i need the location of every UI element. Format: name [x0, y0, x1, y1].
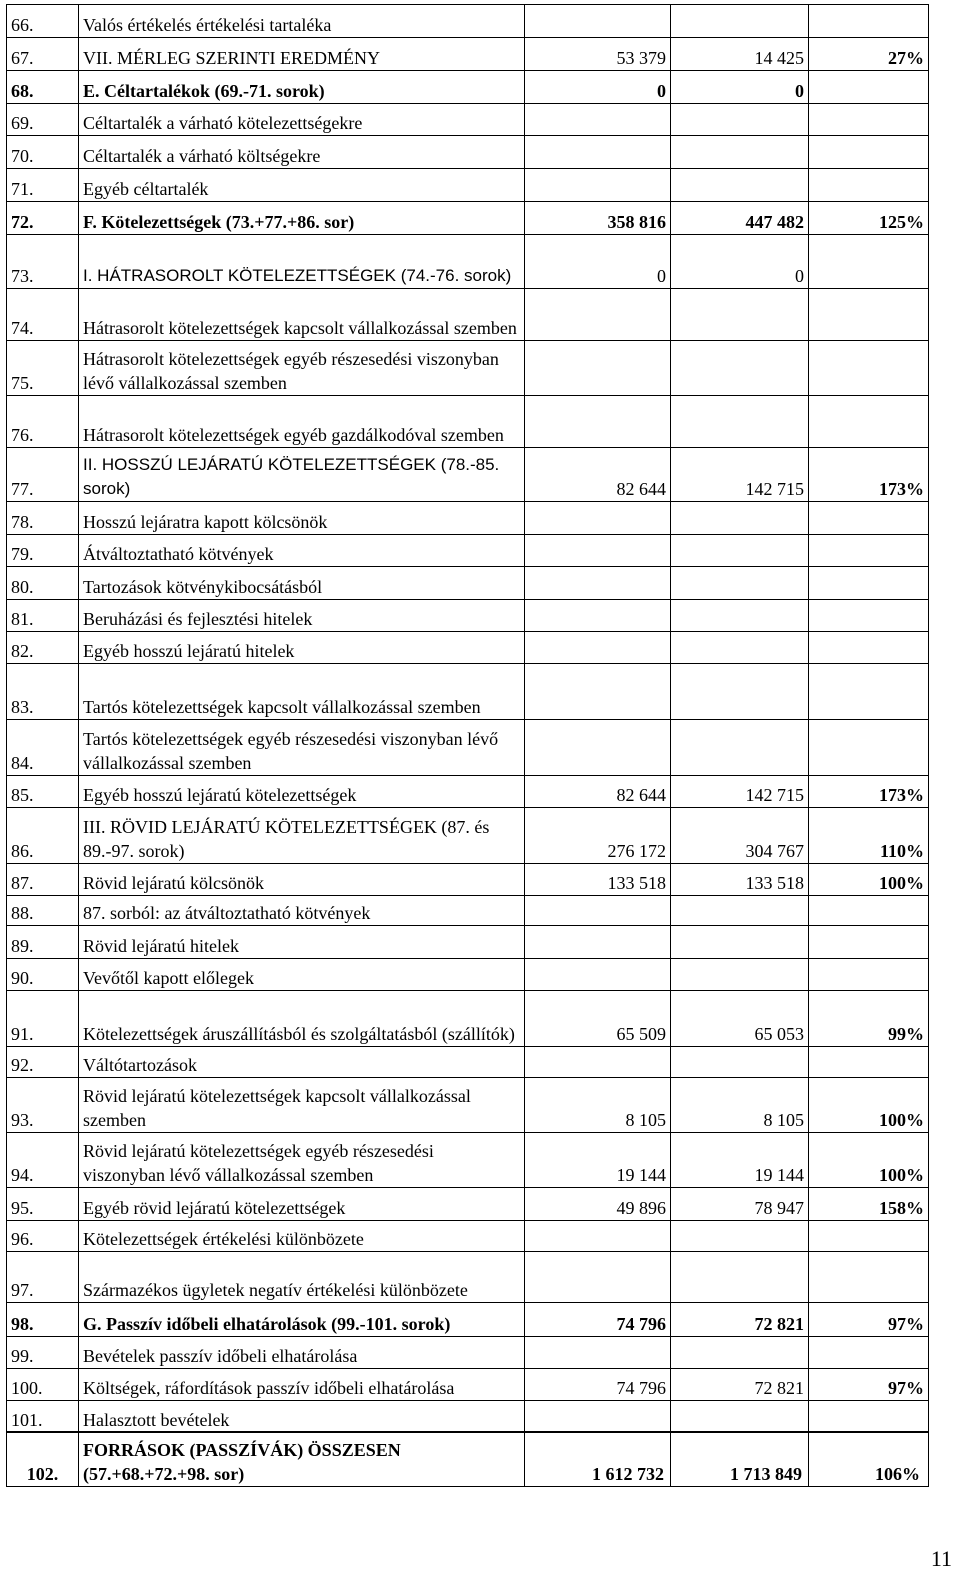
row-number: 81. [7, 600, 79, 632]
value-curr: 65 053 [671, 991, 809, 1047]
row-number: 80. [7, 567, 79, 600]
value-pct: 99% [809, 991, 929, 1047]
value-prev [525, 1047, 671, 1078]
page-number: 11 [930, 1546, 952, 1571]
value-pct [809, 169, 929, 202]
table-row [7, 1303, 929, 1337]
row-label: E. Céltartalékok (69.-71. sorok) [79, 71, 525, 104]
value-curr: 14 425 [671, 38, 809, 71]
value-curr [671, 502, 809, 535]
row-number: 82. [7, 632, 79, 664]
row-label: Egyéb hosszú lejáratú hitelek [79, 632, 525, 664]
value-prev [525, 5, 671, 38]
value-prev: 1 612 732 [525, 1432, 671, 1487]
value-curr: 0 [671, 71, 809, 104]
value-curr [671, 567, 809, 600]
value-prev: 82 644 [525, 776, 671, 808]
row-number: 66. [7, 5, 79, 38]
value-curr: 142 715 [671, 776, 809, 808]
row-number: 78. [7, 502, 79, 535]
row-number: 87. [7, 864, 79, 896]
row-label: Hátrasorolt kötelezettségek egyéb részesedési viszonyban lévő vállalkozással szemben [79, 341, 525, 396]
row-number: 83. [7, 664, 79, 720]
value-prev [525, 959, 671, 991]
value-curr [671, 1401, 809, 1433]
value-prev: 49 896 [525, 1188, 671, 1221]
value-curr [671, 1337, 809, 1369]
row-label: VII. MÉRLEG SZERINTI EREDMÉNY [79, 38, 525, 71]
row-label: Egyéb rövid lejáratú kötelezettségek [79, 1188, 525, 1221]
table-row [7, 1221, 929, 1252]
row-label: FORRÁSOK (PASSZÍVÁK) ÖSSZESEN (57.+68.+72.+98. sor) [79, 1432, 525, 1487]
value-prev [525, 567, 671, 600]
row-label: Rövid lejáratú hitelek [79, 926, 525, 959]
row-number: 93. [7, 1078, 79, 1133]
value-prev [525, 896, 671, 926]
row-number: 95. [7, 1188, 79, 1221]
table-row [7, 720, 929, 776]
value-curr: 1 713 849 [671, 1432, 809, 1487]
value-curr [671, 5, 809, 38]
value-curr [671, 136, 809, 169]
row-label: Bevételek passzív időbeli elhatárolása [79, 1337, 525, 1369]
value-curr [671, 396, 809, 448]
value-pct [809, 926, 929, 959]
row-label: Átváltoztatható kötvények [79, 535, 525, 567]
value-curr: 8 105 [671, 1078, 809, 1133]
row-label: 87. sorból: az átváltoztatható kötvények [79, 896, 525, 926]
row-number: 77. [7, 448, 79, 502]
value-pct [809, 664, 929, 720]
value-pct [809, 235, 929, 289]
table-row [7, 959, 929, 991]
row-label: II. HOSSZÚ LEJÁRATÚ KÖTELEZETTSÉGEK (78.-85. sorok) [79, 448, 525, 502]
value-pct [809, 1047, 929, 1078]
row-label: Céltartalék a várható költségekre [79, 136, 525, 169]
value-curr [671, 896, 809, 926]
value-curr [671, 959, 809, 991]
value-curr [671, 535, 809, 567]
value-pct [809, 1252, 929, 1303]
value-pct [809, 396, 929, 448]
table-row [7, 5, 929, 38]
total-table [6, 1431, 929, 1487]
value-prev [525, 502, 671, 535]
row-number: 102. [7, 1432, 79, 1487]
row-label: Hátrasorolt kötelezettségek egyéb gazdálkodóval szemben [79, 396, 525, 448]
table-row [7, 567, 929, 600]
value-pct [809, 136, 929, 169]
row-number: 98. [7, 1303, 79, 1337]
table-row [7, 1188, 929, 1221]
value-pct [809, 567, 929, 600]
value-prev [525, 1337, 671, 1369]
value-pct [809, 104, 929, 136]
table-row [7, 1078, 929, 1133]
table-row [7, 991, 929, 1047]
value-curr [671, 600, 809, 632]
value-prev [525, 1221, 671, 1252]
value-curr [671, 720, 809, 776]
row-label: Származékos ügyletek negatív értékelési különbözete [79, 1252, 525, 1303]
value-prev [525, 632, 671, 664]
value-prev: 53 379 [525, 38, 671, 71]
row-number: 73. [7, 235, 79, 289]
row-number: 88. [7, 896, 79, 926]
value-prev: 65 509 [525, 991, 671, 1047]
value-curr [671, 664, 809, 720]
value-pct: 173% [809, 448, 929, 502]
value-prev [525, 1401, 671, 1433]
value-prev: 74 796 [525, 1369, 671, 1401]
value-pct: 106% [809, 1432, 929, 1487]
value-curr: 19 144 [671, 1133, 809, 1188]
value-pct [809, 535, 929, 567]
row-label: Váltótartozások [79, 1047, 525, 1078]
table-row [7, 1047, 929, 1078]
row-label: Tartozások kötvénykibocsátásból [79, 567, 525, 600]
row-number: 76. [7, 396, 79, 448]
row-number: 92. [7, 1047, 79, 1078]
row-label: Kötelezettségek értékelési különbözete [79, 1221, 525, 1252]
row-number: 70. [7, 136, 79, 169]
table-row [7, 1369, 929, 1401]
row-label: Halasztott bevételek [79, 1401, 525, 1433]
table-row [7, 776, 929, 808]
row-label: Egyéb céltartalék [79, 169, 525, 202]
table-row [7, 448, 929, 502]
value-pct [809, 289, 929, 341]
row-number: 97. [7, 1252, 79, 1303]
value-curr [671, 1221, 809, 1252]
row-number: 99. [7, 1337, 79, 1369]
row-number: 91. [7, 991, 79, 1047]
row-label: Hátrasorolt kötelezettségek kapcsolt vállalkozással szemben [79, 289, 525, 341]
value-curr [671, 632, 809, 664]
total-row [7, 1432, 929, 1487]
value-prev: 8 105 [525, 1078, 671, 1133]
value-prev: 19 144 [525, 1133, 671, 1188]
table-row [7, 289, 929, 341]
row-number: 67. [7, 38, 79, 71]
value-pct: 100% [809, 864, 929, 896]
table-row [7, 235, 929, 289]
value-pct: 158% [809, 1188, 929, 1221]
value-curr [671, 104, 809, 136]
row-label: F. Kötelezettségek (73.+77.+86. sor) [79, 202, 525, 235]
row-number: 85. [7, 776, 79, 808]
value-pct [809, 600, 929, 632]
row-label: Céltartalék a várható kötelezettségekre [79, 104, 525, 136]
row-label: Tartós kötelezettségek egyéb részesedési viszonyban lévő vállalkozással szemben [79, 720, 525, 776]
row-label: Rövid lejáratú kölcsönök [79, 864, 525, 896]
value-pct: 27% [809, 38, 929, 71]
balance-sheet-table [6, 4, 929, 1433]
value-prev [525, 926, 671, 959]
row-number: 90. [7, 959, 79, 991]
value-pct [809, 1221, 929, 1252]
value-prev [525, 289, 671, 341]
row-label: Hosszú lejáratra kapott kölcsönök [79, 502, 525, 535]
value-curr [671, 341, 809, 396]
value-prev [525, 600, 671, 632]
value-pct: 100% [809, 1078, 929, 1133]
row-number: 84. [7, 720, 79, 776]
row-number: 101. [7, 1401, 79, 1433]
value-prev [525, 136, 671, 169]
value-pct [809, 502, 929, 535]
value-prev [525, 664, 671, 720]
table-row [7, 502, 929, 535]
value-pct [809, 896, 929, 926]
value-curr [671, 169, 809, 202]
row-label: Tartós kötelezettségek kapcsolt vállalkozással szemben [79, 664, 525, 720]
table-row [7, 600, 929, 632]
value-pct [809, 632, 929, 664]
table-row [7, 1252, 929, 1303]
value-curr: 142 715 [671, 448, 809, 502]
value-curr [671, 1047, 809, 1078]
value-pct [809, 720, 929, 776]
value-prev [525, 720, 671, 776]
value-prev: 276 172 [525, 808, 671, 864]
row-label: Valós értékelés értékelési tartaléka [79, 5, 525, 38]
value-pct [809, 1337, 929, 1369]
table-row [7, 664, 929, 720]
value-prev [525, 341, 671, 396]
table-row [7, 896, 929, 926]
value-pct: 97% [809, 1303, 929, 1337]
row-label: Egyéb hosszú lejáratú kötelezettségek [79, 776, 525, 808]
value-prev: 133 518 [525, 864, 671, 896]
value-prev [525, 169, 671, 202]
row-label: Költségek, ráfordítások passzív időbeli elhatárolása [79, 1369, 525, 1401]
table-row [7, 864, 929, 896]
value-curr: 447 482 [671, 202, 809, 235]
row-number: 96. [7, 1221, 79, 1252]
row-number: 72. [7, 202, 79, 235]
value-prev: 74 796 [525, 1303, 671, 1337]
table-row [7, 71, 929, 104]
value-curr: 133 518 [671, 864, 809, 896]
row-label: Kötelezettségek áruszállításból és szolgáltatásból (szállítók) [79, 991, 525, 1047]
value-pct [809, 341, 929, 396]
row-number: 71. [7, 169, 79, 202]
value-pct: 125% [809, 202, 929, 235]
value-pct [809, 959, 929, 991]
value-prev: 82 644 [525, 448, 671, 502]
table-row [7, 104, 929, 136]
table-row [7, 1401, 929, 1433]
value-pct: 110% [809, 808, 929, 864]
value-curr [671, 1252, 809, 1303]
row-label: Rövid lejáratú kötelezettségek egyéb részesedési viszonyban lévő vállalkozással szemben [79, 1133, 525, 1188]
value-prev: 0 [525, 71, 671, 104]
value-pct: 100% [809, 1133, 929, 1188]
value-pct [809, 1401, 929, 1433]
row-label: III. RÖVID LEJÁRATÚ KÖTELEZETTSÉGEK (87. és 89.-97. sorok) [79, 808, 525, 864]
table-row [7, 169, 929, 202]
row-label: Beruházási és fejlesztési hitelek [79, 600, 525, 632]
value-pct [809, 71, 929, 104]
row-number: 94. [7, 1133, 79, 1188]
row-number: 69. [7, 104, 79, 136]
value-prev: 358 816 [525, 202, 671, 235]
value-curr: 72 821 [671, 1369, 809, 1401]
value-prev: 0 [525, 235, 671, 289]
table-row [7, 1337, 929, 1369]
value-pct: 173% [809, 776, 929, 808]
value-prev [525, 396, 671, 448]
value-curr: 0 [671, 235, 809, 289]
row-label: I. HÁTRASOROLT KÖTELEZETTSÉGEK (74.-76. sorok) [79, 235, 525, 289]
table-row [7, 632, 929, 664]
table-row [7, 808, 929, 864]
row-label: Rövid lejáratú kötelezettségek kapcsolt vállalkozással szemben [79, 1078, 525, 1133]
table-row [7, 396, 929, 448]
value-prev [525, 535, 671, 567]
row-number: 89. [7, 926, 79, 959]
table-row [7, 341, 929, 396]
row-number: 74. [7, 289, 79, 341]
row-number: 75. [7, 341, 79, 396]
value-curr: 78 947 [671, 1188, 809, 1221]
value-pct [809, 5, 929, 38]
value-curr: 304 767 [671, 808, 809, 864]
value-prev [525, 104, 671, 136]
table-row [7, 1133, 929, 1188]
value-curr [671, 289, 809, 341]
table-row [7, 136, 929, 169]
value-curr [671, 926, 809, 959]
table-row [7, 38, 929, 71]
value-curr: 72 821 [671, 1303, 809, 1337]
row-number: 86. [7, 808, 79, 864]
row-label: G. Passzív időbeli elhatárolások (99.-101. sorok) [79, 1303, 525, 1337]
row-number: 79. [7, 535, 79, 567]
value-pct: 97% [809, 1369, 929, 1401]
row-number: 68. [7, 71, 79, 104]
row-label: Vevőtől kapott előlegek [79, 959, 525, 991]
table-row [7, 202, 929, 235]
value-prev [525, 1252, 671, 1303]
table-row [7, 926, 929, 959]
row-number: 100. [7, 1369, 79, 1401]
table-row [7, 535, 929, 567]
